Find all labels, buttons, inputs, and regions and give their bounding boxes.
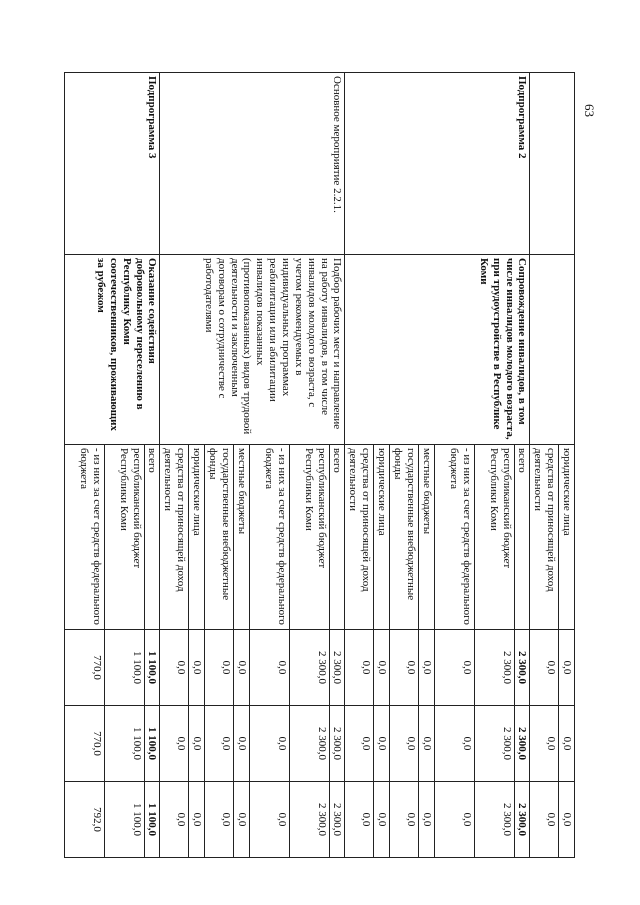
value-cell: 0,0 bbox=[249, 706, 289, 782]
value-cell: 770,0 bbox=[64, 630, 104, 706]
program-name-cell bbox=[530, 255, 575, 445]
page-number: 63 bbox=[582, 104, 597, 117]
value-cell: 1 100,0 bbox=[144, 706, 160, 782]
value-cell: 0,0 bbox=[160, 630, 189, 706]
value-cell: 1 100,0 bbox=[144, 782, 160, 858]
value-cell: 0,0 bbox=[559, 706, 575, 782]
value-cell: 0,0 bbox=[559, 630, 575, 706]
value-cell: 0,0 bbox=[189, 706, 205, 782]
value-cell: 0,0 bbox=[434, 782, 474, 858]
value-cell: 2 300,0 bbox=[329, 630, 345, 706]
value-cell: 2 300,0 bbox=[474, 630, 514, 706]
table-body bbox=[64, 73, 574, 858]
value-cell: 0,0 bbox=[418, 706, 434, 782]
funding-source-cell: юридические лица bbox=[374, 445, 390, 630]
funding-source-cell: средства от приносящей доход деятельности bbox=[160, 445, 189, 630]
value-cell: 0,0 bbox=[345, 706, 374, 782]
value-cell: 0,0 bbox=[204, 630, 233, 706]
program-cell bbox=[530, 73, 575, 255]
value-cell: 1 100,0 bbox=[144, 630, 160, 706]
value-cell: 0,0 bbox=[249, 782, 289, 858]
table-row bbox=[514, 73, 530, 858]
value-cell: 0,0 bbox=[374, 630, 390, 706]
value-cell: 2 300,0 bbox=[329, 782, 345, 858]
value-cell: 0,0 bbox=[530, 782, 559, 858]
value-cell: 0,0 bbox=[389, 630, 418, 706]
value-cell: 0,0 bbox=[418, 782, 434, 858]
value-cell: 0,0 bbox=[374, 782, 390, 858]
funding-source-cell: юридические лица bbox=[559, 445, 575, 630]
value-cell: 0,0 bbox=[204, 782, 233, 858]
value-cell: 0,0 bbox=[160, 782, 189, 858]
funding-source-cell: государственные внебюджетные фонды bbox=[389, 445, 418, 630]
value-cell: 0,0 bbox=[345, 630, 374, 706]
value-cell: 2 300,0 bbox=[474, 706, 514, 782]
funding-source-cell: средства от приносящей доход деятельности bbox=[530, 445, 559, 630]
value-cell: 0,0 bbox=[530, 630, 559, 706]
value-cell: 2 300,0 bbox=[329, 706, 345, 782]
value-cell: 792,0 bbox=[64, 782, 104, 858]
funding-source-cell: республиканский бюджет Республики Коми bbox=[289, 445, 329, 630]
funding-source-cell: республиканский бюджет Республики Коми bbox=[104, 445, 144, 630]
program-name-cell: Оказание содействия добровольному переселению в Республику Коми соотечественников, проживающих за рубежом bbox=[64, 255, 160, 445]
table-row bbox=[559, 73, 575, 858]
value-cell: 2 300,0 bbox=[289, 706, 329, 782]
value-cell: 0,0 bbox=[345, 782, 374, 858]
funding-source-cell: местные бюджеты bbox=[418, 445, 434, 630]
value-cell: 0,0 bbox=[189, 782, 205, 858]
value-cell: 0,0 bbox=[418, 630, 434, 706]
funding-source-cell: всего bbox=[144, 445, 160, 630]
funding-table bbox=[64, 72, 575, 858]
value-cell: 2 300,0 bbox=[289, 782, 329, 858]
value-cell: 0,0 bbox=[233, 630, 249, 706]
funding-source-cell: - из них за счет средств федерального бюджета bbox=[64, 445, 104, 630]
value-cell: 2 300,0 bbox=[514, 630, 530, 706]
table-row bbox=[329, 73, 345, 858]
value-cell: 2 300,0 bbox=[474, 782, 514, 858]
table-row bbox=[144, 73, 160, 858]
value-cell: 0,0 bbox=[204, 706, 233, 782]
value-cell: 1 100,0 bbox=[104, 630, 144, 706]
program-cell: Основное мероприятие 2.2.1. bbox=[160, 73, 345, 255]
value-cell: 0,0 bbox=[233, 706, 249, 782]
program-name-cell: Сопровождение инвалидов, в том числе инвалидов молодого возраста, при трудоустройстве в Республике Коми bbox=[345, 255, 530, 445]
funding-source-cell: всего bbox=[514, 445, 530, 630]
funding-source-cell: государственные внебюджетные фонды bbox=[204, 445, 233, 630]
value-cell: 0,0 bbox=[389, 706, 418, 782]
value-cell: 2 300,0 bbox=[514, 706, 530, 782]
funding-source-cell: всего bbox=[329, 445, 345, 630]
value-cell: 0,0 bbox=[559, 782, 575, 858]
program-cell: Подпрограмма 2 bbox=[345, 73, 530, 255]
program-cell: Подпрограмма 3 bbox=[64, 73, 160, 255]
funding-source-cell: средства от приносящей доход деятельности bbox=[345, 445, 374, 630]
program-name-cell: Подбор рабочих мест и направление на работу инвалидов, в том числе инвалидов молодого возраста, с учетом рекомендуемых в индивидуальных программах реабилитации или абилитации инвалидов показанных (противопоказанных) видов трудовой деятельности и заключенным договорам о сотрудничестве с работодателями bbox=[160, 255, 345, 445]
value-cell: 0,0 bbox=[233, 782, 249, 858]
value-cell: 0,0 bbox=[249, 630, 289, 706]
funding-source-cell: местные бюджеты bbox=[233, 445, 249, 630]
value-cell: 0,0 bbox=[374, 706, 390, 782]
funding-source-cell: - из них за счет средств федерального бюджета bbox=[249, 445, 289, 630]
funding-source-cell: - из них за счет средств федерального бюджета bbox=[434, 445, 474, 630]
value-cell: 0,0 bbox=[530, 706, 559, 782]
value-cell: 2 300,0 bbox=[289, 630, 329, 706]
value-cell: 770,0 bbox=[64, 706, 104, 782]
funding-source-cell: республиканский бюджет Республики Коми bbox=[474, 445, 514, 630]
value-cell: 0,0 bbox=[434, 630, 474, 706]
value-cell: 0,0 bbox=[434, 706, 474, 782]
value-cell: 0,0 bbox=[189, 630, 205, 706]
value-cell: 0,0 bbox=[389, 782, 418, 858]
value-cell: 1 100,0 bbox=[104, 706, 144, 782]
value-cell: 2 300,0 bbox=[514, 782, 530, 858]
rotated-page bbox=[65, 72, 575, 857]
value-cell: 0,0 bbox=[160, 706, 189, 782]
value-cell: 1 100,0 bbox=[104, 782, 144, 858]
funding-source-cell: юридические лица bbox=[189, 445, 205, 630]
